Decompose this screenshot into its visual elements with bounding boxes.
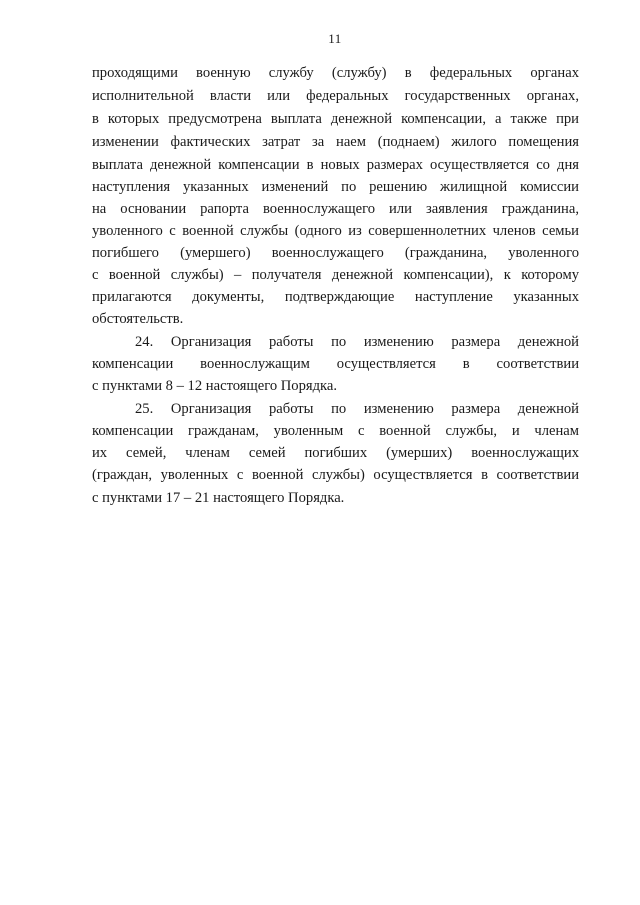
text-line: выплата денежной компенсации в новых размерах осуществляется со дня	[92, 157, 579, 173]
text-line: их семей, членам семей погибших (умерших) военнослужащих	[92, 445, 579, 461]
text-line: с пунктами 17 – 21 настоящего Порядка.	[92, 490, 345, 506]
text-line: компенсации военнослужащим осуществляется в соответствии	[92, 356, 579, 372]
page-number: 11	[328, 31, 342, 46]
text-line: 25. Организация работы по изменению размера денежной	[135, 401, 579, 417]
text-line: компенсации гражданам, уволенным с военной службы, и членам	[92, 423, 579, 439]
text-line: прилагаются документы, подтверждающие наступление указанных	[92, 289, 579, 305]
text-line: с пунктами 8 – 12 настоящего Порядка.	[92, 378, 338, 394]
text-line: проходящими военную службу (службу) в федеральных органах	[92, 65, 579, 81]
text-line: исполнительной власти или федеральных государственных органах,	[92, 88, 579, 104]
text-line: уволенного с военной службы (одного из совершеннолетних членов семьи	[92, 223, 579, 239]
text-line: наступления указанных изменений по решению жилищной комиссии	[92, 179, 579, 195]
text-line: погибшего (умершего) военнослужащего (гражданина, уволенного	[92, 245, 579, 261]
text-line: изменении фактических затрат за наем (поднаем) жилого помещения	[92, 134, 579, 150]
text-line: 24. Организация работы по изменению размера денежной	[135, 334, 579, 350]
text-line: в которых предусмотрена выплата денежной компенсации, а также при	[92, 111, 579, 127]
text-line: обстоятельств.	[92, 311, 184, 327]
text-line: с военной службы) – получателя денежной компенсации), к которому	[92, 267, 579, 283]
text-line: (граждан, уволенных с военной службы) осуществляется в соответствии	[92, 467, 579, 483]
text-line: на основании рапорта военнослужащего или заявления гражданина,	[92, 201, 579, 217]
